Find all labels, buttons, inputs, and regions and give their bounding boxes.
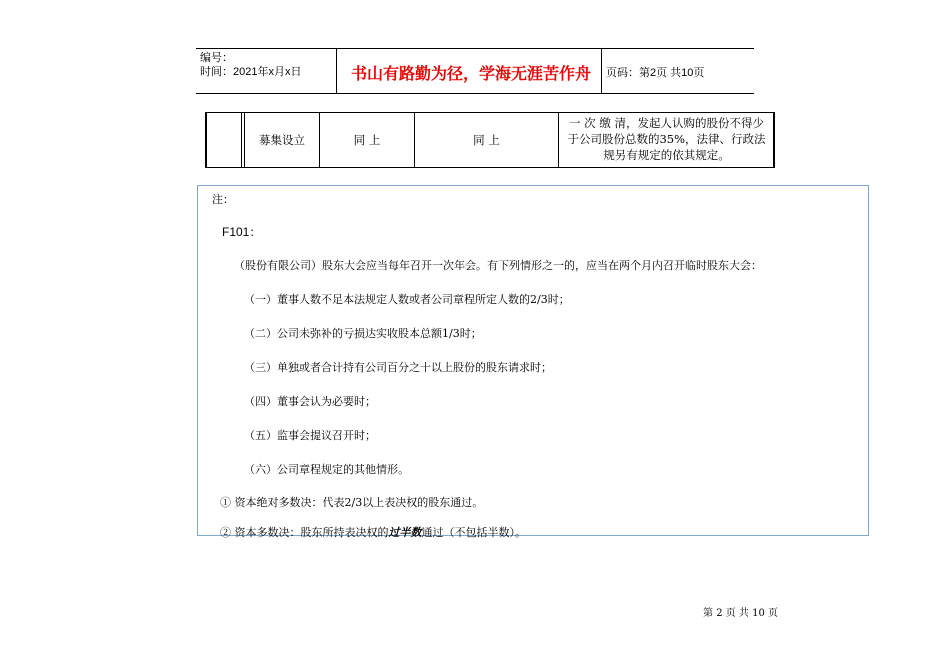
notes-intro: （股份有限公司）股东大会应当每年召开一次年会。有下列情形之一的，应当在两个月内召开临时股东大会： — [234, 259, 762, 272]
list-item: （五）监事会提议召开时； — [244, 429, 376, 442]
rule-absolute-majority: ① 资本绝对多数决：代表2/3以上表决权的股东通过。 — [220, 496, 484, 509]
cell-description — [560, 115, 773, 163]
header-page-label: 页码：第2页 共10页 — [606, 67, 705, 79]
list-item: （六）公司章程规定的其他情形。 — [244, 463, 409, 476]
header-bottom-rule — [196, 93, 754, 94]
page-footer: 第 2 页 共 10 页 — [703, 608, 778, 619]
col-divider-1 — [241, 112, 242, 168]
row-right-border — [773, 112, 775, 168]
notes-label: 注： — [212, 193, 234, 206]
col-divider-4 — [558, 112, 559, 168]
notes-box — [197, 185, 869, 539]
header-motto: 书山有路勤为径，学海无涯苦作舟 — [350, 64, 591, 83]
list-item: （一）董事人数不足本法规定人数或者公司章程所定人数的2/3时； — [244, 293, 570, 306]
cell-method: 募集设立 — [259, 133, 305, 147]
cell-same-2: 同 上 — [473, 133, 500, 147]
list-item: （四）董事会认为必要时； — [244, 395, 376, 408]
number-label: 编号： — [200, 52, 233, 64]
table-row — [205, 112, 775, 168]
rule-simple-majority — [220, 524, 526, 540]
list-item: （三）单独或者合计持有公司百分之十以上股份的股东请求时； — [244, 361, 552, 374]
cell-description-line: 规另有规定的依其规定。 — [603, 148, 730, 162]
cell-description-line: 于公司股份总数的35%，法律、行政法 — [567, 132, 766, 146]
header-top-rule — [196, 48, 754, 49]
rule2-emphasis: 过半数 — [388, 526, 422, 539]
cell-same-1: 同 上 — [353, 133, 381, 147]
rule2-pre: ② 资本多数决：股东所持表决权的 — [220, 526, 389, 539]
notes-code: F101： — [222, 225, 262, 239]
header-meta — [200, 51, 301, 79]
header-divider-left — [336, 48, 337, 94]
rule2-post: 通过（不包括半数）。 — [421, 526, 526, 539]
page-header — [196, 48, 754, 94]
row-left-border — [205, 112, 207, 168]
list-item: （二）公司未弥补的亏损达实收股本总额1/3时； — [244, 327, 482, 340]
cell-description-line: 一 次 缴 清，发起人认购的股份不得少 — [569, 116, 764, 130]
time-label: 时间：2021年x月x日 — [200, 66, 302, 78]
